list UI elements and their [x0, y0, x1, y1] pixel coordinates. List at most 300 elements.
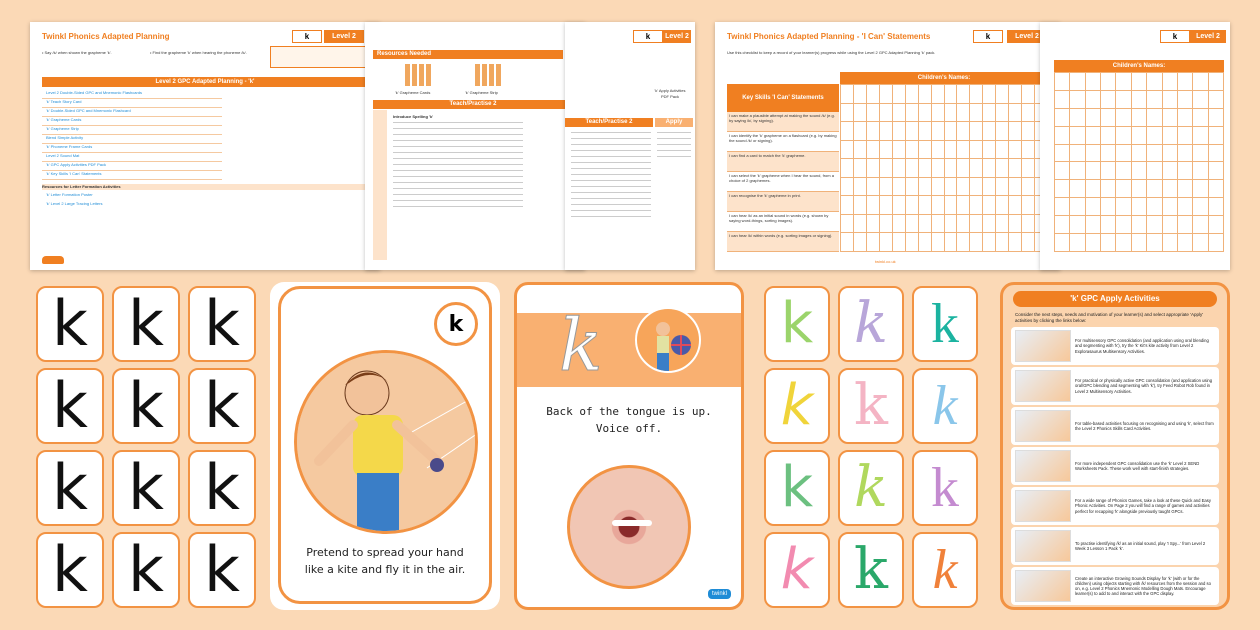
tick-cell: [1147, 108, 1162, 126]
level-badge: Level 2: [324, 30, 364, 43]
tick-cell: [1085, 216, 1100, 234]
tick-cell: [944, 177, 957, 196]
tick-cell: [1009, 103, 1022, 122]
tick-cell: [931, 177, 944, 196]
tick-cell: [944, 85, 957, 104]
tick-cell: [983, 159, 996, 178]
tile-letter: k: [128, 287, 164, 360]
names-header: Children's Names:: [840, 72, 1048, 84]
tick-cell: [1208, 73, 1223, 91]
tick-cell: [1116, 216, 1131, 234]
tick-cell: [983, 122, 996, 141]
mnemonic-illustration: [294, 350, 478, 534]
tick-cell: [1101, 198, 1116, 216]
tick-cell: [905, 159, 918, 178]
tick-cell: [931, 233, 944, 252]
tick-cell: [1070, 108, 1085, 126]
tick-cell: [1085, 144, 1100, 162]
apply-header: Apply: [655, 118, 693, 127]
letter-tile: [112, 532, 180, 608]
tick-cell: [1070, 73, 1085, 91]
letter-tile: [36, 450, 104, 526]
tick-cell: [1055, 144, 1070, 162]
tick-cell: [1147, 126, 1162, 144]
resource-link[interactable]: 'k' Grapheme Strip: [42, 126, 222, 135]
resource-link[interactable]: Blend Simple Activity: [42, 135, 222, 144]
tick-cell: [1101, 216, 1116, 234]
tick-cell: [996, 177, 1009, 196]
tick-cell: [1070, 216, 1085, 234]
tick-cell: [1070, 144, 1085, 162]
poster-title: 'k' GPC Apply Activities: [1013, 291, 1217, 307]
tile-letter: k: [780, 373, 814, 438]
tick-cell: [1070, 162, 1085, 180]
tick-cell: [970, 214, 983, 233]
level-badge: Level 2: [1190, 30, 1226, 43]
tick-cell: [1208, 108, 1223, 126]
tick-cell: [892, 103, 905, 122]
tile-letter: k: [128, 451, 164, 524]
tick-cell: [1131, 162, 1146, 180]
coloured-letter-tile: [764, 368, 830, 444]
grapheme-strip-image: [475, 64, 503, 86]
tick-cell: [1085, 90, 1100, 108]
tick-cell: [1147, 73, 1162, 91]
tick-cell: [1162, 162, 1177, 180]
tick-cell: [957, 159, 970, 178]
tick-cell: [970, 233, 983, 252]
letter-tile: [36, 368, 104, 444]
tick-cell: [983, 140, 996, 159]
tick-cell: [957, 214, 970, 233]
letter-badge: k: [973, 30, 1003, 43]
tick-cell: [1208, 234, 1223, 252]
coloured-letter-tile: [764, 532, 830, 608]
letter-tile: [112, 286, 180, 362]
tick-cell: [1116, 144, 1131, 162]
activity-text: For table-based activities focusing on recognising and using 'k', select from the Level 2 Phonics Skills Card Activities.: [1075, 420, 1214, 431]
tick-cell: [1131, 90, 1146, 108]
mnemonic-card: [270, 282, 500, 610]
tick-cell: [1055, 180, 1070, 198]
tick-cell: [1085, 162, 1100, 180]
resource-link[interactable]: 'k' GPC Apply Activities PDF Pack: [42, 162, 222, 171]
tick-cell: [1177, 216, 1192, 234]
activity-thumbnail[interactable]: [1015, 450, 1071, 482]
activity-item: [1011, 367, 1219, 405]
letter-formation-list: [42, 192, 102, 210]
tick-cell: [1147, 234, 1162, 252]
activity-item: [1011, 447, 1219, 485]
i-can-document: [715, 22, 1060, 270]
tick-cell: [892, 233, 905, 252]
tick-cell: [1085, 180, 1100, 198]
i-can-intro: Use this checklist to keep a record of your learner(s) progress while using the Level 2 GPC Adapted Planning 'k' pack.: [727, 50, 936, 55]
skills-header: Key Skills 'I Can' Statements: [727, 84, 839, 112]
level-badge: Level 2: [663, 30, 691, 43]
apply-text-block: [657, 132, 691, 162]
grapheme-cards-label: 'k' Grapheme Cards: [395, 90, 431, 95]
tick-cell: [931, 140, 944, 159]
activity-text: To practise identifying /k/ as an initial sound, play 'I Spy...' from Level 2 Week 3 Lesson 1 Pack 'k'.: [1075, 540, 1206, 551]
tick-cell: [905, 122, 918, 141]
tick-cell: [1147, 162, 1162, 180]
tick-cell: [841, 196, 854, 215]
tick-cell: [1116, 198, 1131, 216]
tick-cell: [853, 159, 866, 178]
tick-cell: [1177, 198, 1192, 216]
teach-document: [565, 22, 695, 270]
resource-list: [42, 90, 222, 180]
tick-cell: [1147, 180, 1162, 198]
tick-cell: [1162, 73, 1177, 91]
resource-link[interactable]: Level 2 Double-Sided GPC and Mnemonic Flashcards: [42, 90, 222, 99]
tick-cell: [983, 196, 996, 215]
tick-cell: [866, 177, 879, 196]
mnemonic-caption: [284, 544, 486, 578]
tick-cell: [1193, 234, 1208, 252]
tick-cell: [1055, 108, 1070, 126]
tick-cell: [944, 159, 957, 178]
activity-thumbnail[interactable]: [1015, 530, 1071, 562]
tick-cell: [1147, 216, 1162, 234]
tick-cell: [1009, 214, 1022, 233]
tick-cell: [1101, 90, 1116, 108]
tick-cell: [957, 122, 970, 141]
tick-cell: [1022, 103, 1035, 122]
caption-line-2: like a kite and fly it in the air.: [304, 563, 466, 576]
tick-cell: [866, 85, 879, 104]
tick-cell: [996, 122, 1009, 141]
twinkl-logo: twinkl: [708, 589, 731, 599]
tick-cell: [1101, 234, 1116, 252]
tick-cell: [1208, 216, 1223, 234]
tick-cell: [1193, 73, 1208, 91]
teach-heading: Introduce Spelling 'k': [393, 114, 434, 119]
teach-header: Teach/Practise 2: [373, 100, 573, 109]
tick-cell: [1101, 144, 1116, 162]
tick-cell: [931, 122, 944, 141]
objective-2: • Find the grapheme 'k' when hearing the phoneme /k/.: [150, 50, 247, 55]
tick-cell: [970, 140, 983, 159]
kite-illustration: [635, 307, 701, 373]
tick-cell: [1193, 144, 1208, 162]
tick-cell: [1022, 233, 1035, 252]
tick-cell: [1162, 180, 1177, 198]
tile-letter: k: [780, 537, 814, 602]
tick-cell: [983, 103, 996, 122]
letter-tile: [112, 450, 180, 526]
tick-cell: [1070, 234, 1085, 252]
i-can-statement: I can recognise the 'k' grapheme in print.: [727, 192, 839, 212]
letter-badge: k: [292, 30, 322, 43]
activity-text: For multisensory GPC consolidation (and application using oral blending and segmenting with 'k'), try the 'k' Kit's kite activity from Level 2 Explorasaurus Multisensory Activities.: [1075, 338, 1209, 354]
tick-cell: [1177, 144, 1192, 162]
tick-cell: [866, 233, 879, 252]
letter-tile: [188, 368, 256, 444]
tick-cell: [1162, 144, 1177, 162]
tick-cell: [853, 140, 866, 159]
tick-cell: [983, 214, 996, 233]
tile-letter: k: [854, 537, 888, 602]
tick-cell: [1055, 126, 1070, 144]
apply-activities-poster: [1000, 282, 1230, 610]
tick-cell: [1101, 126, 1116, 144]
tick-cell: [905, 85, 918, 104]
tile-letter: k: [52, 533, 88, 606]
tick-cell: [841, 140, 854, 159]
letter-formation-heading: Resources for Letter Formation Activities: [42, 184, 368, 190]
tick-cell: [879, 103, 892, 122]
resource-link[interactable]: 'k' Grapheme Cards: [42, 117, 222, 126]
resource-link[interactable]: 'k' Teach Story Card: [42, 99, 222, 108]
tile-letter: k: [854, 373, 888, 438]
tick-cell: [1055, 73, 1070, 91]
tick-cell: [1070, 90, 1085, 108]
tick-cell: [1085, 73, 1100, 91]
tick-cell: [944, 140, 957, 159]
tick-cell: [853, 85, 866, 104]
tick-cell: [1208, 90, 1223, 108]
card-letter: k: [448, 311, 464, 337]
tick-cell: [853, 233, 866, 252]
tick-cell: [983, 177, 996, 196]
tick-cell: [1131, 234, 1146, 252]
activity-thumbnail[interactable]: [1015, 370, 1071, 402]
tick-cell: [879, 233, 892, 252]
tick-cell: [996, 140, 1009, 159]
tile-letter: k: [931, 293, 959, 355]
poster-intro: Consider the next steps, needs and motivation of your learner(s) and select appropriate 'Apply' activities by clicking the links below:: [1015, 312, 1204, 323]
mouth-card: [514, 282, 744, 610]
tick-cell: [1055, 234, 1070, 252]
tick-cell: [996, 233, 1009, 252]
tick-cell: [1177, 108, 1192, 126]
tick-cell: [957, 233, 970, 252]
activity-thumbnail[interactable]: [1015, 490, 1071, 522]
letter-band: [517, 313, 741, 387]
teach-header: Teach/Practise 2: [565, 118, 653, 127]
tile-letter: k: [204, 287, 240, 360]
letter-tile: [36, 286, 104, 362]
tick-cell: [892, 196, 905, 215]
twinkl-logo: [42, 256, 64, 264]
activity-thumbnail[interactable]: [1015, 410, 1071, 442]
letter-tile-sheet: [28, 282, 260, 610]
tick-cell: [1208, 198, 1223, 216]
tick-cell: [905, 177, 918, 196]
grapheme-cards-image: [405, 64, 433, 86]
i-can-statement: I can hear /k/ as an initial sound in words (e.g. shown by saying word-things, sorting images).: [727, 212, 839, 232]
activity-item: [1011, 407, 1219, 445]
tick-cell: [918, 85, 931, 104]
activity-item: [1011, 327, 1219, 365]
letter-formation-link[interactable]: 'k' Letter Formation Poster: [46, 192, 93, 197]
tick-cell: [918, 196, 931, 215]
statement-list: [727, 112, 839, 252]
tile-letter: k: [52, 369, 88, 442]
tick-cell: [1055, 162, 1070, 180]
tick-cell: [1208, 126, 1223, 144]
tick-cell: [853, 122, 866, 141]
tick-cell: [1116, 90, 1131, 108]
tick-cell: [1070, 180, 1085, 198]
teeth: [612, 520, 652, 526]
activity-item: [1011, 527, 1219, 565]
coloured-letter-tile: [764, 450, 830, 526]
tick-cell: [841, 85, 854, 104]
i-can-statement: I can make a plausible attempt at making the sound /k/ (e.g. by saying /k/, by signing).: [727, 112, 839, 132]
activity-thumbnail[interactable]: [1015, 570, 1071, 602]
tick-cell: [866, 140, 879, 159]
letter-formation-link[interactable]: 'k' Level 2 Large Tracing Letters: [46, 201, 103, 206]
tick-cell: [1101, 108, 1116, 126]
tick-cell: [918, 122, 931, 141]
names-document: [1040, 22, 1230, 270]
tick-cell: [879, 159, 892, 178]
tick-cell: [970, 103, 983, 122]
tick-cell: [1009, 196, 1022, 215]
resource-link[interactable]: Level 2 Sound Mat: [42, 153, 222, 162]
tick-cell: [1055, 198, 1070, 216]
tick-cell: [879, 177, 892, 196]
coloured-letter-tile: [838, 532, 904, 608]
letter-tile: [188, 450, 256, 526]
tick-cell: [892, 122, 905, 141]
activity-text: Create an interactive Growing Sounds Display for 'k' (with or for the children) using objects starting with /k/ resources from the session and so on, e.g. Level 2 Phonics Mnemonic Modelling Dough Mats. Encourage learner(s) to add to and interact with the GPC display.: [1075, 575, 1211, 597]
resource-link[interactable]: 'k' Phoneme Frame Cards: [42, 144, 222, 153]
tile-letter: k: [128, 369, 164, 442]
i-can-statement: I can select the 'k' grapheme when I hear the sound, from a choice of 2 graphemes.: [727, 172, 839, 192]
tick-cell: [918, 214, 931, 233]
resource-link[interactable]: 'k' Double-Sided GPC and Mnemonic Flashcard: [42, 108, 222, 117]
tick-cell: [1009, 177, 1022, 196]
tile-letter: k: [780, 291, 814, 356]
coloured-letter-tile: [912, 286, 978, 362]
tick-cell: [1162, 90, 1177, 108]
tick-cell: [931, 103, 944, 122]
tick-cell: [853, 103, 866, 122]
tick-cell: [866, 196, 879, 215]
side-column: [373, 110, 387, 260]
tick-cell: [944, 122, 957, 141]
tick-cell: [879, 122, 892, 141]
tick-cell: [1131, 126, 1146, 144]
teach-text-block: [571, 132, 651, 222]
caption-line-1: Pretend to spread your hand: [306, 546, 464, 559]
tick-cell: [1116, 73, 1131, 91]
tick-cell: [1131, 108, 1146, 126]
tick-cell: [1193, 126, 1208, 144]
tick-cell: [1177, 162, 1192, 180]
tick-cell: [931, 85, 944, 104]
tick-cell: [957, 103, 970, 122]
tick-cell: [1193, 180, 1208, 198]
tick-cell: [1162, 108, 1177, 126]
i-can-statement: I can identify the 'k' grapheme on a flashcard (e.g. by making the sound /k/ or signing).: [727, 132, 839, 152]
tick-cell: [1208, 162, 1223, 180]
tick-cell: [905, 140, 918, 159]
tick-cell: [892, 214, 905, 233]
tick-cell: [1101, 180, 1116, 198]
tick-cell: [944, 196, 957, 215]
mouth-photo: [567, 465, 691, 589]
tick-cell: [1055, 216, 1070, 234]
tick-cell: [1147, 144, 1162, 162]
tick-cell: [1022, 140, 1035, 159]
tick-cell: [1193, 216, 1208, 234]
tile-letter: k: [854, 455, 888, 520]
coloured-letter-tile: [912, 450, 978, 526]
coloured-letter-tile: [838, 368, 904, 444]
tick-cell: [1131, 144, 1146, 162]
activity-thumbnail[interactable]: [1015, 330, 1071, 362]
tick-cell: [1070, 126, 1085, 144]
planning-document: [30, 22, 380, 270]
names-header: Children's Names:: [1054, 60, 1224, 72]
tick-cell: [918, 233, 931, 252]
i-can-statement: I can hear /k/ within words (e.g. sorting images or signing).: [727, 232, 839, 252]
tick-cell: [879, 196, 892, 215]
letter-tile: [112, 368, 180, 444]
tick-cell: [1193, 108, 1208, 126]
tick-cell: [841, 233, 854, 252]
tick-cell: [879, 214, 892, 233]
tick-cell: [970, 177, 983, 196]
tick-cell: [1147, 90, 1162, 108]
tile-letter: k: [128, 533, 164, 606]
tick-cell: [957, 177, 970, 196]
tick-cell: [996, 103, 1009, 122]
tick-cell: [1193, 90, 1208, 108]
planning-bar: Level 2 GPC Adapted Planning - 'k': [42, 77, 368, 87]
tick-cell: [841, 103, 854, 122]
tile-letter: k: [204, 451, 240, 524]
letter-badge: k: [1160, 30, 1190, 43]
coloured-letter-tile: [838, 286, 904, 362]
tick-cell: [1009, 85, 1022, 104]
tick-cell: [892, 140, 905, 159]
tick-cell: [957, 140, 970, 159]
tick-cell: [1131, 73, 1146, 91]
tick-cell: [931, 159, 944, 178]
tick-cell: [866, 214, 879, 233]
tick-cell: [1085, 234, 1100, 252]
tick-cell: [996, 159, 1009, 178]
i-can-statement: I can find a card to match the 'k' grapheme.: [727, 152, 839, 172]
letter-tile: [188, 286, 256, 362]
caption-line-1: Back of the tongue is up.: [546, 405, 712, 418]
tick-cell: [983, 85, 996, 104]
letter-badge: k: [633, 30, 663, 43]
coloured-letter-tile: [912, 532, 978, 608]
tick-cell: [1193, 162, 1208, 180]
resource-link[interactable]: 'k' Key Skills 'I Can' Statements: [42, 171, 222, 180]
tick-cell: [1022, 85, 1035, 104]
caption-line-2: Voice off.: [595, 422, 663, 435]
tick-cell: [944, 214, 957, 233]
coloured-letter-tile: [912, 368, 978, 444]
tile-letter: k: [204, 369, 240, 442]
tick-cell: [1177, 90, 1192, 108]
mouth-caption: [517, 403, 741, 437]
tick-cell: [944, 233, 957, 252]
objective-1: • Say /k/ when shown the grapheme 'k'.: [42, 50, 112, 55]
tick-cell: [957, 85, 970, 104]
tick-cell: [879, 140, 892, 159]
tick-cell: [1101, 73, 1116, 91]
tick-cell: [918, 140, 931, 159]
